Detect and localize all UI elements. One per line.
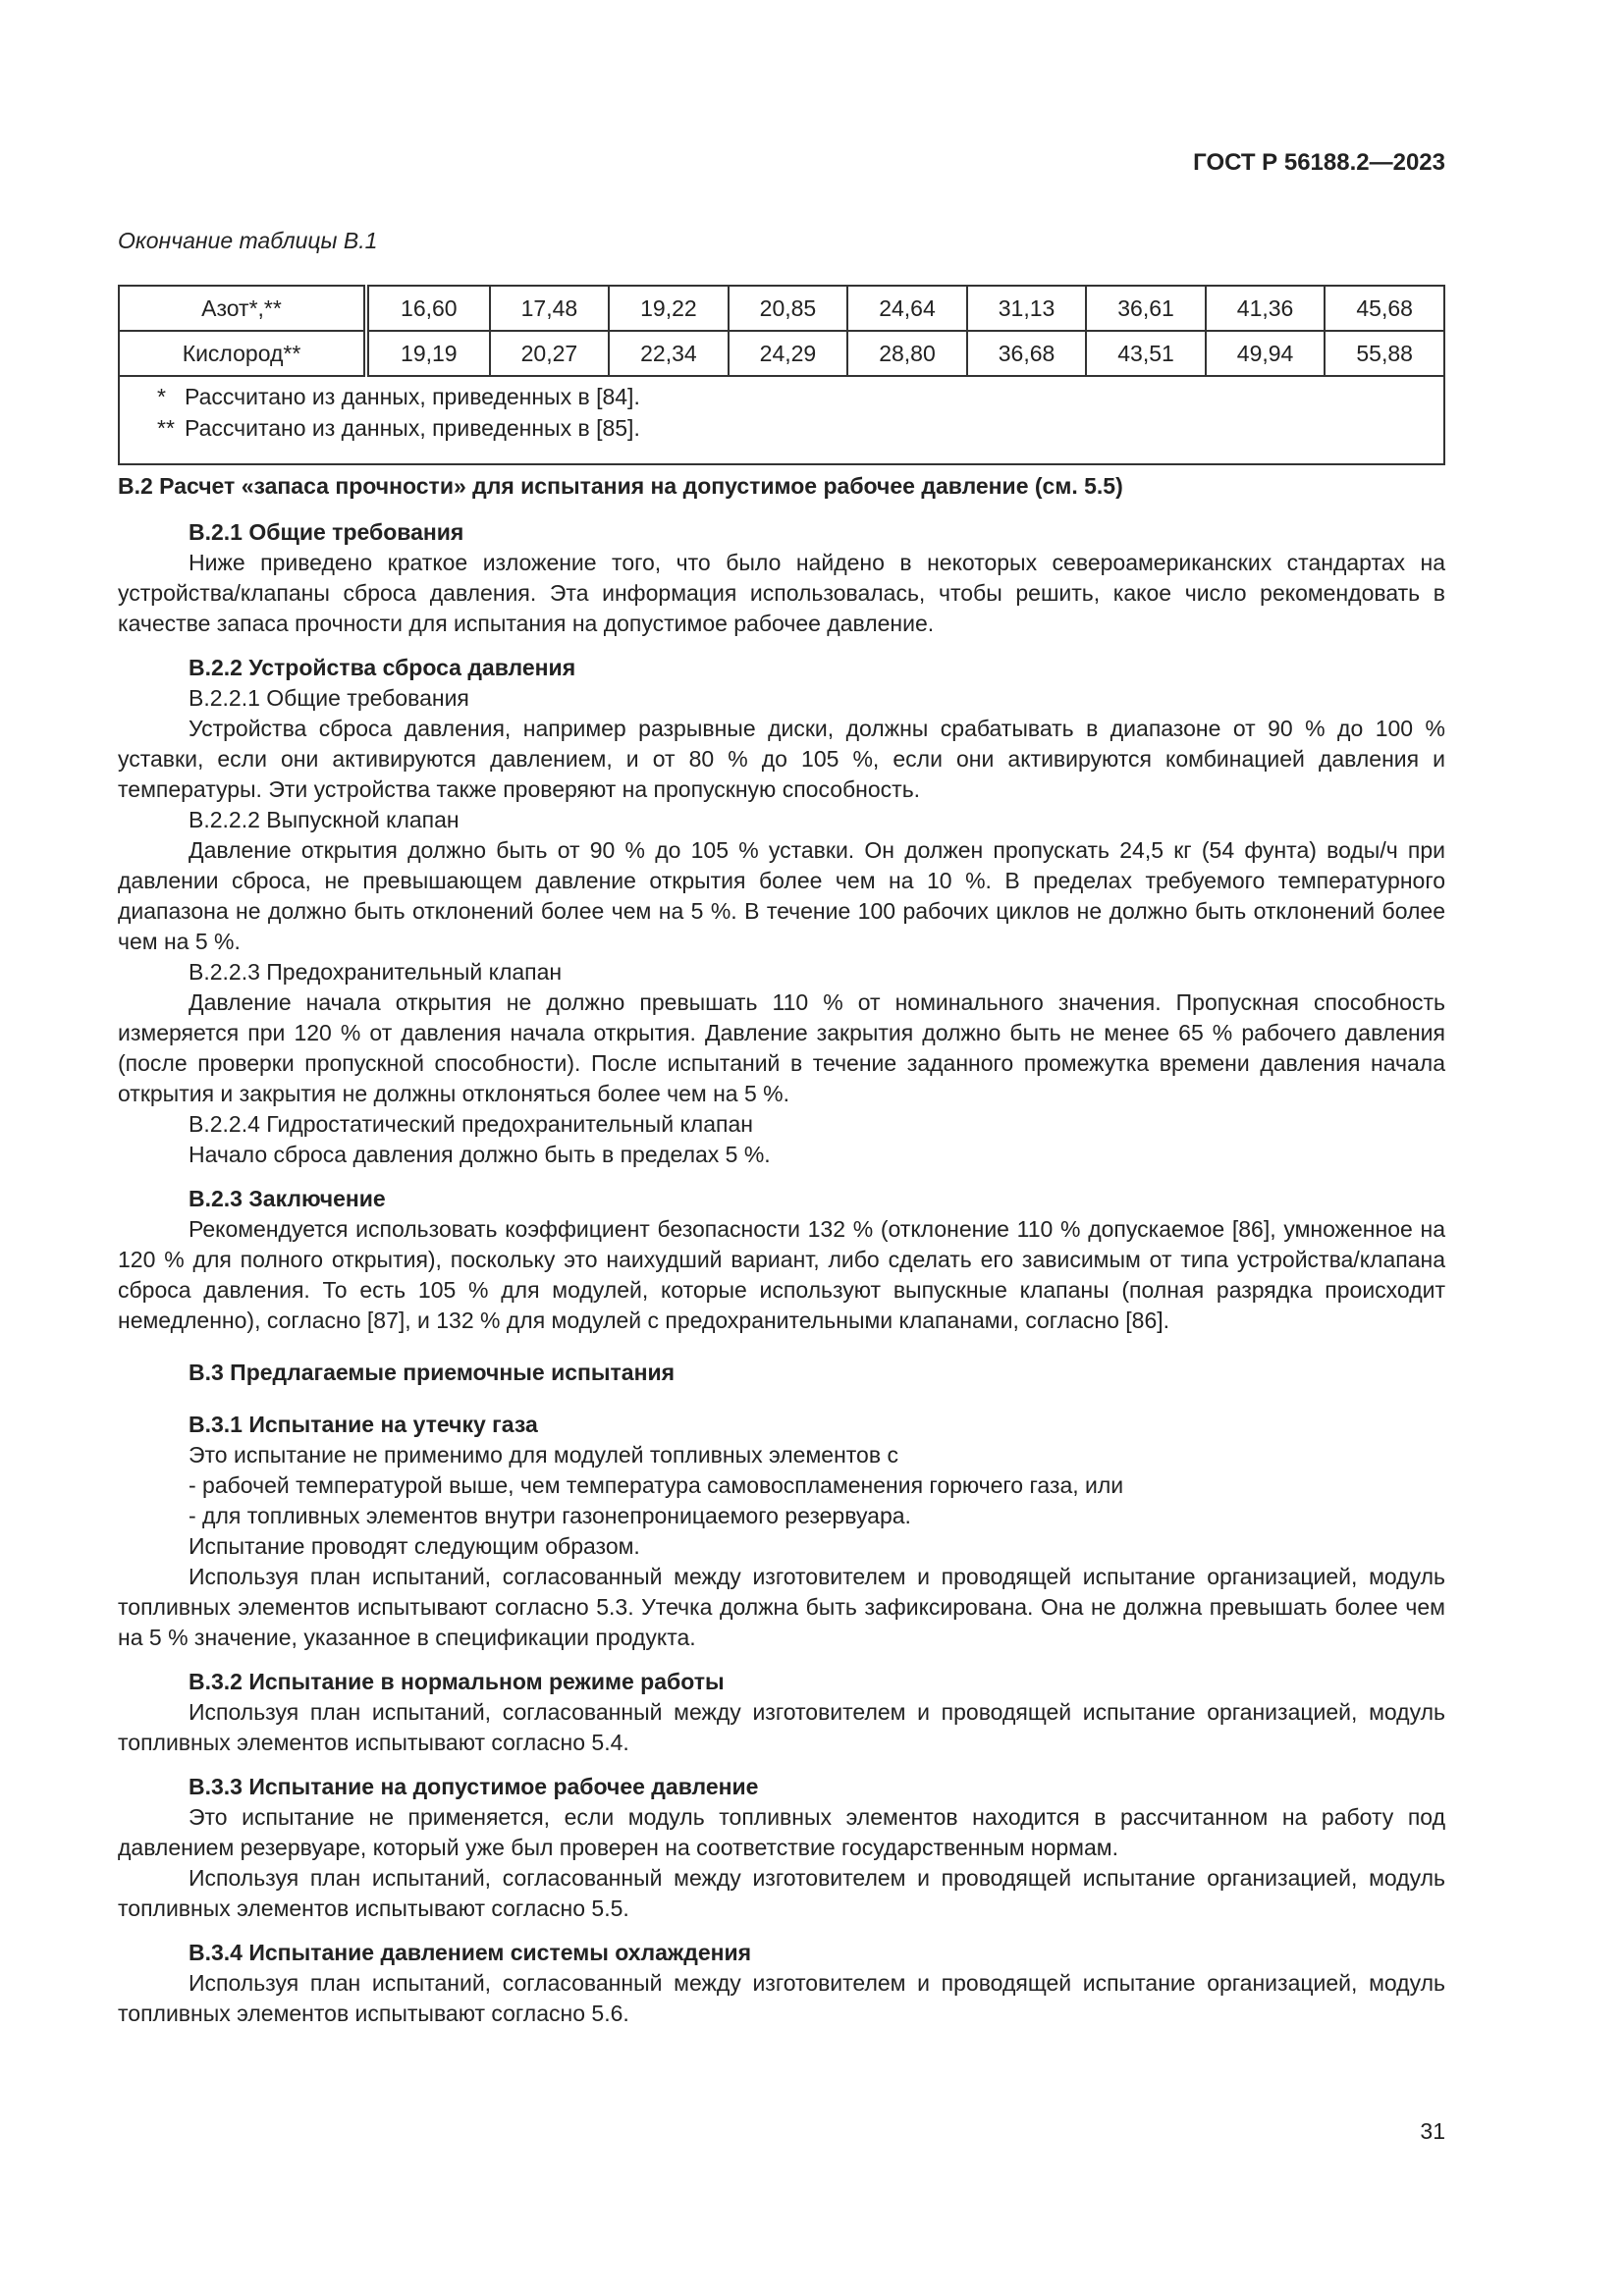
paragraph: Используя план испытаний, согласованный между изготовителем и проводящей испытание организацией, модуль топливных элементов испытывают согласно 5.5. bbox=[118, 1865, 1445, 1921]
table-cell: 43,51 bbox=[1086, 331, 1206, 376]
footnote-text: Рассчитано из данных, приведенных в [84]. bbox=[185, 384, 640, 409]
table-notes-cell bbox=[119, 376, 1444, 464]
table-cell: 55,88 bbox=[1325, 331, 1444, 376]
footnote-text: Рассчитано из данных, приведенных в [85]. bbox=[185, 415, 640, 441]
footnote-mark: ** bbox=[157, 415, 175, 441]
table-footnote bbox=[157, 381, 1443, 412]
table-cell: 28,80 bbox=[847, 331, 967, 376]
section-heading: В.3.1 Испытание на утечку газа bbox=[189, 1412, 538, 1437]
table-cell: 41,36 bbox=[1206, 286, 1326, 331]
table-cell: 24,64 bbox=[847, 286, 967, 331]
table-cell: 45,68 bbox=[1325, 286, 1444, 331]
subsection-heading: В.2.2.1 Общие требования bbox=[189, 685, 469, 711]
footnote-mark: * bbox=[157, 384, 166, 409]
section-heading: В.3.4 Испытание давлением системы охлаждения bbox=[189, 1940, 752, 1965]
table-cell: 49,94 bbox=[1206, 331, 1326, 376]
paragraph: Давление открытия должно быть от 90 % до 105 % уставки. Он должен пропускать 24,5 кг (54 фунта) воды/ч при давлении сброса, не превышающем давление открытия более чем на 10 %. В пределах требуемого температурного диапазона не должно быть отклонений более чем на 5 %. В течение 100 рабочих циклов не должно быть отклонений более чем на 5 %. bbox=[118, 837, 1445, 954]
section-heading: В.2 Расчет «запаса прочности» для испытания на допустимое рабочее давление (см. 5.5) bbox=[118, 473, 1123, 499]
paragraph: Это испытание не применимо для модулей топливных элементов с bbox=[189, 1442, 898, 1468]
table-footnote bbox=[157, 412, 1443, 444]
section-heading: В.2.3 Заключение bbox=[189, 1186, 386, 1211]
table-cell: 36,68 bbox=[967, 331, 1087, 376]
paragraph: Устройства сброса давления, например разрывные диски, должны срабатывать в диапазоне от 90 % до 100 % уставки, если они активируются давлением, и от 80 % до 105 %, если они активируются комбинацией давления и температуры. Эти устройства также проверяют на пропускную способность. bbox=[118, 716, 1445, 802]
document-body bbox=[118, 471, 1445, 2029]
table-caption: Окончание таблицы В.1 bbox=[118, 228, 378, 253]
table-cell: 31,13 bbox=[967, 286, 1087, 331]
table-cell: 19,22 bbox=[609, 286, 729, 331]
paragraph: Используя план испытаний, согласованный между изготовителем и проводящей испытание организацией, модуль топливных элементов испытывают согласно 5.3. Утечка должна быть зафиксирована. Она не должна превышать более чем на 5 % значение, указанное в спецификации продукта. bbox=[118, 1564, 1445, 1650]
subsection-heading: В.2.2.4 Гидростатический предохранительный клапан bbox=[189, 1111, 753, 1137]
table-row bbox=[119, 331, 1444, 376]
paragraph: Рекомендуется использовать коэффициент безопасности 132 % (отклонение 110 % допускаемое [86], умноженное на 120 % для полного открытия), поскольку это наихудший вариант, либо сделать его зависимым от типа устройства/клапана сброса давления. То есть 105 % для модулей, которые используют выпускные клапаны (полная разрядка происходит немедленно), согласно [87], и 132 % для модулей с предохранительными клапанами, согласно [86]. bbox=[118, 1216, 1445, 1333]
document-id-header: ГОСТ Р 56188.2—2023 bbox=[1193, 149, 1445, 176]
paragraph: Испытание проводят следующим образом. bbox=[189, 1533, 640, 1559]
paragraph: Ниже приведено краткое изложение того, что было найдено в некоторых североамериканских стандартах на устройства/клапаны сброса давления. Эта информация использовалась, чтобы решить, какое число рекомендовать в качестве запаса прочности для испытания на допустимое рабочее давление. bbox=[118, 550, 1445, 636]
table-cell: 19,19 bbox=[366, 331, 490, 376]
section-heading: В.3.2 Испытание в нормальном режиме работы bbox=[189, 1669, 725, 1694]
paragraph: Это испытание не применяется, если модуль топливных элементов находится в рассчитанном на работу под давлением резервуаре, который уже был проверен на соответствие государственным нормам. bbox=[118, 1804, 1445, 1860]
row-header-cell: Азот*,** bbox=[119, 286, 366, 331]
table-cell: 20,85 bbox=[729, 286, 848, 331]
table-notes-row bbox=[119, 376, 1444, 464]
section-heading: В.3.3 Испытание на допустимое рабочее давление bbox=[189, 1774, 759, 1799]
table-cell: 17,48 bbox=[490, 286, 610, 331]
table-cell: 16,60 bbox=[366, 286, 490, 331]
subsection-heading: В.2.2.2 Выпускной клапан bbox=[189, 807, 460, 832]
table-cell: 36,61 bbox=[1086, 286, 1206, 331]
table-cell: 22,34 bbox=[609, 331, 729, 376]
paragraph: Давление начала открытия не должно превышать 110 % от номинального значения. Пропускная способность измеряется при 120 % от давления начала открытия. Давление закрытия должно быть не менее 65 % рабочего давления (после проверки пропускной способности). После испытаний в течение заданного промежутка времени давления начала открытия и закрытия не должны отклоняться более чем на 5 %. bbox=[118, 989, 1445, 1106]
paragraph: Используя план испытаний, согласованный между изготовителем и проводящей испытание организацией, модуль топливных элементов испытывают согласно 5.6. bbox=[118, 1970, 1445, 2026]
table-cell: 20,27 bbox=[490, 331, 610, 376]
section-heading: В.3 Предлагаемые приемочные испытания bbox=[189, 1360, 676, 1385]
page-number: 31 bbox=[1420, 2118, 1445, 2144]
data-table bbox=[118, 285, 1445, 465]
list-item: - для топливных элементов внутри газонепроницаемого резервуара. bbox=[189, 1503, 911, 1528]
section-heading: В.2.1 Общие требования bbox=[189, 519, 464, 545]
table-row bbox=[119, 286, 1444, 331]
table-cell: 24,29 bbox=[729, 331, 848, 376]
list-item: - рабочей температурой выше, чем температура самовоспламенения горючего газа, или bbox=[189, 1472, 1124, 1498]
row-header-cell: Кислород** bbox=[119, 331, 366, 376]
paragraph: Начало сброса давления должно быть в пределах 5 %. bbox=[189, 1142, 771, 1167]
subsection-heading: В.2.2.3 Предохранительный клапан bbox=[189, 959, 563, 985]
section-heading: В.2.2 Устройства сброса давления bbox=[189, 655, 576, 680]
paragraph: Используя план испытаний, согласованный между изготовителем и проводящей испытание организацией, модуль топливных элементов испытывают согласно 5.4. bbox=[118, 1699, 1445, 1755]
